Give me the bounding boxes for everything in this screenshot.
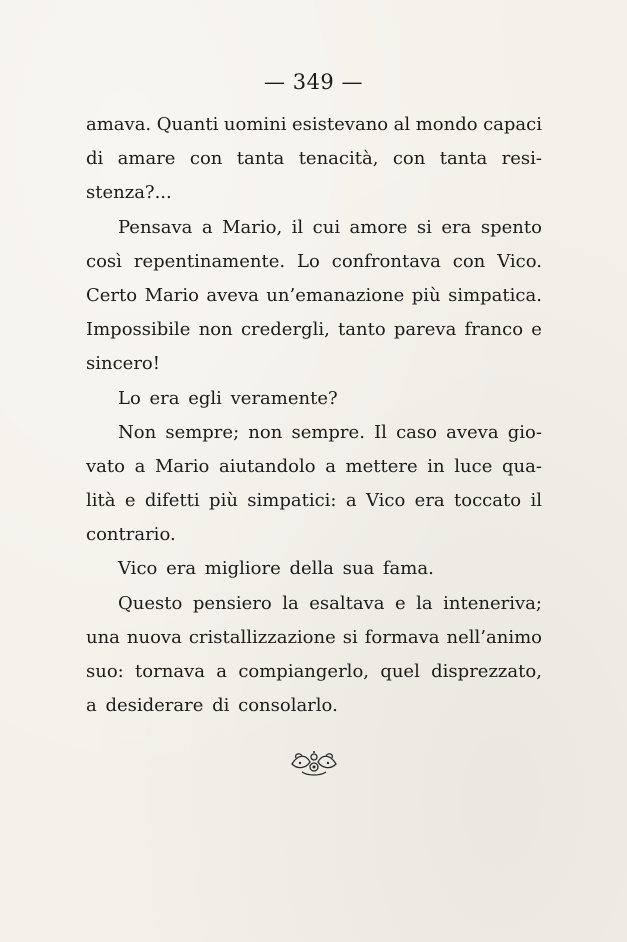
text-line: Impossibile non credergli, tanto pareva franco e xyxy=(86,319,542,341)
text-line: Non sempre; non sempre. Il caso aveva gio- xyxy=(118,421,542,443)
floral-ornament-icon xyxy=(0,748,627,784)
text-line: stenza?... xyxy=(86,182,172,204)
page-number: — 349 — xyxy=(264,70,363,94)
text-line: Questo pensiero la esaltava e la inteneriva; xyxy=(118,592,542,614)
text-line: lità e difetti più simpatici: a Vico era toccato il xyxy=(86,490,542,512)
text-line: Vico era migliore della sua fama. xyxy=(118,558,434,580)
body-text xyxy=(86,108,542,723)
text-line: così repentinamente. Lo confrontava con Vico. xyxy=(86,250,542,272)
text-line: amava. Quanti uomini esistevano al mondo capaci xyxy=(86,114,542,135)
ornament-svg xyxy=(284,748,344,778)
text-line: Certo Mario aveva un’emanazione più simpatica. xyxy=(86,284,542,306)
text-line: una nuova cristallizzazione si formava nell’animo xyxy=(86,626,542,648)
text-line: Lo era egli veramente? xyxy=(118,387,338,409)
text-line: sincero! xyxy=(86,353,160,375)
text-line: Pensava a Mario, il cui amore si era spento xyxy=(118,216,542,238)
text-line: di amare con tanta tenacità, con tanta resi- xyxy=(86,148,542,170)
text-line: suo: tornava a compiangerlo, quel disprezzato, xyxy=(86,661,542,682)
text-line: a desiderare di consolarlo. xyxy=(86,695,338,717)
text-line: contrario. xyxy=(86,524,176,546)
text-line: vato a Mario aiutandolo a mettere in luce qua- xyxy=(86,455,542,477)
